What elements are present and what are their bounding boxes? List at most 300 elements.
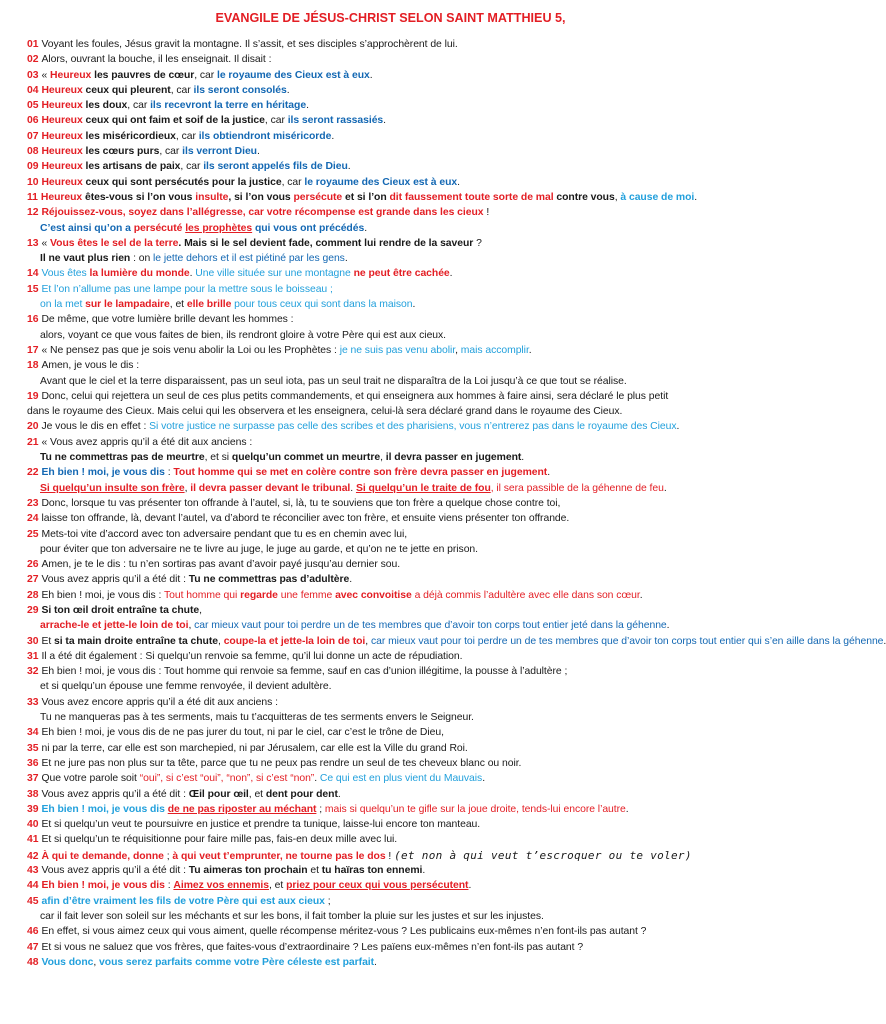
verse-text-segment: insulte <box>195 191 229 203</box>
verse-text-segment: « Ne pensez pas que je sois venu abolir la Loi ou les Prophètes : <box>41 344 340 356</box>
verse-line <box>27 98 754 113</box>
verse-number: 01 <box>27 39 39 50</box>
verse-text-segment: . <box>347 161 351 173</box>
verse-text-segment: Vous donc <box>41 956 94 968</box>
verse-text-segment: , et <box>169 299 187 311</box>
verse-text-segment: la lumière du monde <box>89 268 190 280</box>
verse-line <box>27 282 754 297</box>
verse-text-segment: êtes-vous si l’on vous <box>82 191 196 203</box>
verse-number: 04 <box>27 84 39 96</box>
verse-number: 43 <box>27 865 39 877</box>
verse-line <box>27 603 754 618</box>
verse-text-segment: Eh bien ! moi, je vous dis : Tout homme qui renvoie sa femme, sauf en cas d’union illégitime, la pousse à l’adultère ; <box>41 666 568 678</box>
verse-text-segment: car mieux vaut pour toi perdre un de tes membres que d’avoir ton corps tout entier jeté dans la géhenne <box>194 620 667 632</box>
verse-text-segment: . <box>457 176 460 188</box>
verse-number: 16 <box>27 314 39 326</box>
verse-text-segment: Amen, je te le dis : tu n’en sortiras pas avant d’avoir payé jusqu’au dernier sou. <box>41 559 401 571</box>
verse-line <box>27 312 754 327</box>
verse-text-segment: ils recevront la terre en héritage <box>150 100 307 112</box>
verse-text-segment: avec convoitise <box>335 589 412 601</box>
verse-number: 13 <box>27 237 39 249</box>
verse-text-segment: ne peut être cachée <box>353 268 450 280</box>
verse-text-segment: ils obtiendront miséricorde <box>198 130 332 142</box>
verse-text-segment: . <box>383 115 386 127</box>
verse-text-segment: de ne pas riposter au méchant <box>167 803 317 815</box>
verse-text-segment: , et <box>248 788 266 800</box>
verse-text-segment: ; <box>163 850 173 862</box>
verse-number: 33 <box>27 696 39 708</box>
verse-text-segment: . <box>369 69 373 81</box>
verse-number: 08 <box>27 146 39 158</box>
verse-text-segment: ceux qui sont persécutés pour la justice <box>82 176 282 188</box>
verse-text-segment: quelqu’un commet un meurtre <box>231 452 381 464</box>
verse-text-segment: , si l’on vous <box>228 191 294 203</box>
verse-text-segment: coupe-la et jette-la loin de toi <box>223 635 366 647</box>
verse-text-segment: Si ton œil droit entraîne ta chute <box>41 604 200 616</box>
verse-line <box>27 863 754 878</box>
verse-number: 10 <box>27 176 39 188</box>
verse-number: 05 <box>27 100 39 112</box>
verse-text-segment: qui vous ont précédés <box>252 222 365 234</box>
verse-text-segment: mais si quelqu’un te gifle sur la joue droite, tends-lui encore l’autre <box>324 803 626 815</box>
verse-text-segment: Je vous le dis en effet : <box>41 421 150 433</box>
verse-text-segment: . <box>344 253 348 265</box>
verse-text-segment: Et l’on n’allume pas une lampe pour la mettre sous le boisseau ; <box>41 283 333 295</box>
verse-number: 34 <box>27 727 39 739</box>
verse-line <box>27 527 754 542</box>
verse-text-segment: . <box>639 589 643 601</box>
verse-text-segment: Ce qui est en plus vient du Mauvais <box>319 773 483 785</box>
verse-number: 45 <box>27 895 39 907</box>
verse-text-segment: : <box>164 467 174 479</box>
verse-text-segment: Et si quelqu’un te réquisitionne pour faire mille pas, fais-en deux mille avec lui. <box>41 834 398 846</box>
verse-text-segment: Il a été dit également : Si quelqu’un renvoie sa femme, qu’il lui donne un acte de répudiation. <box>41 650 463 662</box>
verse-text-segment: Aimez vos ennemis <box>173 880 269 892</box>
verse-number: 29 <box>27 604 39 616</box>
verse-text-segment: Œil pour œil <box>188 788 249 800</box>
verse-line <box>27 83 754 98</box>
verse-line <box>27 419 754 434</box>
verse-number: 06 <box>27 115 39 127</box>
verse-text-segment: , <box>188 620 195 632</box>
verse-text-segment: car mieux vaut pour toi perdre un de tes membres que d’avoir ton corps tout entier qui s’en aille dans la géhenne <box>370 635 884 647</box>
verse-text-segment: . <box>482 773 486 785</box>
verse-text-segment: , <box>199 604 202 616</box>
verse-text-segment: Amen, je vous le dis : <box>41 360 140 372</box>
verse-number: 40 <box>27 819 39 831</box>
verse-text-segment: les pauvres de cœur <box>91 69 195 81</box>
verse-text-segment: elle brille <box>186 299 232 311</box>
verse-text-segment: Heureux <box>41 130 83 142</box>
verse-continuation-line <box>27 374 754 389</box>
verse-text-segment: Heureux <box>41 176 83 188</box>
verse-text-segment: mais accomplir <box>460 344 529 356</box>
verse-text-segment: Heureux <box>41 100 83 112</box>
verse-text-segment: et <box>307 865 322 877</box>
verse-line <box>27 832 754 847</box>
verse-text-segment: si ta main droite entraîne ta chute <box>54 635 218 647</box>
verse-line <box>27 572 754 587</box>
verse-line <box>27 266 754 281</box>
verse-text-segment: le royaume des Cieux est à eux <box>217 69 370 81</box>
verse-number: 39 <box>27 803 39 815</box>
verse-line <box>27 496 754 511</box>
verse-text-segment: tu haïras ton ennemi <box>321 865 423 877</box>
verse-text-segment: . <box>412 299 416 311</box>
verse-number: 18 <box>27 360 39 372</box>
verse-line <box>27 802 754 817</box>
verse-text-segment: , car <box>159 146 183 158</box>
verse-number: 47 <box>27 941 39 953</box>
verse-text-segment: ceux qui pleurent <box>82 84 171 96</box>
verse-text-segment: . <box>663 482 667 494</box>
verse-number: 03 <box>27 69 39 81</box>
verse-number: 28 <box>27 589 39 601</box>
verse-text-segment: Vous avez appris qu’il a été dit : <box>41 574 189 586</box>
verse-text-segment: ; <box>316 803 325 815</box>
verse-line <box>27 634 886 649</box>
verse-text-segment: Vous êtes le sel de la terre <box>50 237 179 249</box>
verse-text-segment: ! <box>385 850 395 862</box>
verse-line <box>27 924 754 939</box>
verse-text-segment: persécuté <box>133 222 183 234</box>
verse-text-segment: Eh bien ! moi, je vous dis de ne pas jurer du tout, ni par le ciel, car c’est le trône de Dieu, <box>41 727 444 739</box>
verse-text-segment: les cœurs purs <box>82 146 160 158</box>
verse-line <box>27 817 754 832</box>
verse-text-segment: “oui”, si c’est “oui”, “non”, si c’est “non” <box>139 773 315 785</box>
verse-text-segment: Que votre parole soit <box>41 773 140 785</box>
verse-line <box>27 695 754 710</box>
verse-text-segment: , car <box>281 176 305 188</box>
verse-number: 11 <box>27 191 38 203</box>
verse-text-segment: ! <box>483 207 490 219</box>
verse-text-segment: Voyant les foules, Jésus gravit la montagne. Il s’assit, et ses disciples s’approchèrent de lui. <box>41 39 458 50</box>
verse-text-segment: le royaume des Cieux est à eux <box>304 176 458 188</box>
verse-text-segment: Heureux <box>40 191 83 203</box>
verse-number: 02 <box>27 54 39 66</box>
verse-text-segment: à cause de moi <box>620 191 695 203</box>
verse-text-segment: laisse ton offrande, là, devant l’autel, va d’abord te réconcilier avec ton frère, et ensuite viens présenter ton offrande. <box>41 513 570 525</box>
verse-text-segment: Heureux <box>50 69 92 81</box>
verse-continuation-line <box>27 618 754 633</box>
verse-text-segment: . <box>625 803 629 815</box>
verse-text-segment: Vous êtes <box>41 268 90 280</box>
verse-text-segment: . <box>349 574 353 586</box>
verse-text-segment: le jette dehors et il est piétiné par les gens <box>153 253 345 265</box>
verse-text-segment: Vous avez appris qu’il a été dit : <box>41 865 189 877</box>
verse-number: 14 <box>27 268 39 280</box>
verse-text-segment: . <box>364 222 368 234</box>
verse-text-segment: Tout homme qui se met en colère contre son frère devra passer en jugement <box>173 467 548 479</box>
verse-text-segment: , car <box>264 115 288 127</box>
verse-text-segment: . <box>314 773 320 785</box>
verse-text-segment: ; <box>324 895 331 907</box>
verse-text-segment: . <box>468 880 472 892</box>
verse-number: 21 <box>27 436 39 448</box>
verse-text-segment: Donc, lorsque tu vas présenter ton offrande à l’autel, si, là, tu te souviens que ton frère a quelque chose contre toi, <box>41 497 561 509</box>
verse-text-segment: les artisans de paix <box>82 161 181 173</box>
verse-continuation-line <box>27 481 754 496</box>
verse-text-segment: . <box>666 620 670 632</box>
verse-line <box>27 771 754 786</box>
verse-text-segment: , <box>614 191 621 203</box>
verse-text-segment: pour tous ceux qui sont dans la maison <box>231 299 413 311</box>
verse-line <box>27 190 754 205</box>
verse-number: 44 <box>27 880 39 892</box>
verse-continuation-line <box>27 909 754 924</box>
verse-line <box>27 741 754 756</box>
verse-number: 37 <box>27 773 39 785</box>
verse-number: 32 <box>27 666 39 678</box>
verse-text-segment: Eh bien ! moi, je vous dis : <box>41 589 165 601</box>
verse-text-segment: Tu ne commettras pas de meurtre <box>40 452 205 464</box>
verse-number: 23 <box>27 497 39 509</box>
verse-text-segment: Alors, ouvrant la bouche, il les enseignait. Il disait : <box>41 54 272 66</box>
verse-text-segment: , car <box>180 161 204 173</box>
verse-text-segment: . <box>521 452 525 464</box>
verse-text-segment: « <box>41 69 51 81</box>
verse-text-segment: vous serez parfaits comme votre Père céleste est parfait <box>99 956 375 968</box>
verse-text-segment: pour éviter que ton adversaire ne te livre au juge, le juge au garde, et qu’on ne te jette en prison. <box>40 543 478 555</box>
verse-continuation-line <box>27 679 754 694</box>
verse-line <box>27 37 754 52</box>
verse-text-segment: car il fait lever son soleil sur les méchants et sur les bons, il fait tomber la pluie sur les justes et sur les injustes. <box>40 910 544 922</box>
verse-line <box>27 175 754 190</box>
verse-line <box>27 113 754 128</box>
verse-line <box>27 940 754 955</box>
verse-text-segment: regarde <box>240 589 278 601</box>
verse-number: 30 <box>27 635 39 647</box>
verse-text-segment: . <box>331 130 335 142</box>
verse-text-segment: Tu aimeras ton prochain <box>188 865 308 877</box>
verse-text-segment: les miséricordieux <box>82 130 176 142</box>
verse-text-segment: C’est ainsi qu’on a <box>40 222 134 234</box>
verse-text-segment: a déjà commis l’adultère avec elle dans son cœur <box>411 589 640 601</box>
verse-number: 26 <box>27 559 39 571</box>
verse-line <box>27 725 754 740</box>
verse-text-segment: . <box>286 84 290 96</box>
verse-text-segment: , et si <box>204 452 232 464</box>
verse-number: 24 <box>27 513 39 525</box>
verse-text-segment: et si quelqu’un épouse une femme renvoyée, il devient adultère. <box>40 681 332 693</box>
verse-text-segment: les prophètes <box>185 222 253 234</box>
verse-number: 22 <box>27 467 39 479</box>
verse-text-segment: ? <box>473 237 482 249</box>
verse-text-segment: , <box>218 635 224 647</box>
verse-number: 07 <box>27 130 39 142</box>
verse-text-segment: Heureux <box>41 84 83 96</box>
verse-text-segment: , <box>93 956 100 968</box>
verse-text-segment: Heureux <box>41 115 83 127</box>
verse-text-segment: Réjouissez-vous, soyez dans l’allégresse, car votre récompense est grande dans les cieux <box>41 207 484 219</box>
verse-line <box>27 205 754 220</box>
verse-text-segment: dans le royaume des Cieux. Mais celui qui les observera et les enseignera, celui-là sera déclaré grand dans le royaume des Cieux. <box>27 406 623 418</box>
verse-text-segment: . <box>306 100 309 112</box>
verse-text-segment: . <box>337 788 341 800</box>
verse-list <box>27 37 886 970</box>
verse-text-segment: ceux qui ont faim et soif de la justice <box>82 115 265 127</box>
verse-text-segment: Tu ne commettras pas d’adultère <box>188 574 350 586</box>
verse-text-segment: les doux <box>82 100 128 112</box>
verse-line <box>27 435 754 450</box>
verse-continuation-line <box>27 710 754 725</box>
verse-line <box>27 649 754 664</box>
verse-line <box>27 511 754 526</box>
verse-text-segment: Et si quelqu’un veut te poursuivre en justice et prendre ta tunique, laisse-lui encore ton manteau. <box>41 819 481 831</box>
verse-text-segment: Et si vous ne saluez que vos frères, que faites-vous d’extraordinaire ? Les païens eux-mêmes n’en font-ils pas autant ? <box>41 941 584 953</box>
verse-line <box>27 894 754 909</box>
verse-line <box>27 664 754 679</box>
verse-text-segment: . <box>374 956 377 968</box>
verse-text-segment: , car <box>170 84 194 96</box>
verse-line <box>27 787 754 802</box>
verse-number: 19 <box>27 390 39 402</box>
verse-text-segment: afin d’être vraiment les fils de votre Père qui est aux cieux <box>41 895 325 907</box>
verse-text-segment: Une ville située sur une montagne <box>195 268 354 280</box>
verse-number: 48 <box>27 956 39 968</box>
verse-text-segment: Avant que le ciel et la terre disparaissent, pas un seul iota, pas un seul trait ne disparaîtra de la Loi jusqu’à ce que tout se réalise. <box>40 375 627 387</box>
verse-text-segment: , car <box>127 100 151 112</box>
verse-continuation-line <box>27 450 754 465</box>
verse-text-segment: . Mais si le sel devient fade, comment lui rendre de la saveur <box>178 237 474 249</box>
verse-text-segment: Vous avez encore appris qu’il a été dit aux anciens : <box>41 696 278 708</box>
verse-number: 20 <box>27 421 39 433</box>
verse-line <box>27 159 754 174</box>
verse-text-segment: dit faussement toute sorte de mal <box>389 191 554 203</box>
verse-text-segment: Et ne jure pas non plus sur ta tête, parce que tu ne peux pas rendre un seul de tes cheveux blanc ou noir. <box>41 757 522 769</box>
verse-text-segment: ils seront consolés <box>193 84 287 96</box>
verse-line <box>27 878 754 893</box>
verse-number: 12 <box>27 207 39 219</box>
verse-text-segment: on la met <box>40 299 86 311</box>
verse-line <box>27 955 754 970</box>
verse-number: 38 <box>27 788 39 800</box>
verse-number: 35 <box>27 742 39 754</box>
verse-line <box>27 588 754 603</box>
verse-continuation-line <box>27 297 754 312</box>
verse-text-segment: une femme <box>277 589 336 601</box>
verse-text-segment: Si quelqu’un le traite de fou <box>355 482 491 494</box>
verse-number: 25 <box>27 528 39 540</box>
verse-text-segment: « <box>41 237 51 249</box>
verse-text-segment: . <box>883 635 886 647</box>
verse-number: 41 <box>27 834 39 846</box>
verse-text-segment: Heureux <box>41 161 83 173</box>
verse-text-segment: Donc, celui qui rejettera un seul de ces plus petits commandements, et qui enseignera aux hommes à faire ainsi, sera déclaré le plus petit <box>41 390 669 402</box>
verse-text-segment: Mets-toi vite d’accord avec ton adversaire pendant que tu es en chemin avec lui, <box>41 528 408 540</box>
verse-text-segment: ils verront Dieu <box>182 146 257 158</box>
verse-number: 27 <box>27 574 39 586</box>
verse-text-segment: . <box>676 421 680 433</box>
verse-continuation-line <box>27 221 754 236</box>
verse-text-segment: , <box>365 635 371 647</box>
verse-line <box>27 343 754 358</box>
verse-line <box>27 68 754 83</box>
verse-text-segment: Vous avez appris qu’il a été dit : <box>41 788 189 800</box>
verse-text-segment: sur le lampadaire <box>85 299 170 311</box>
verse-line <box>27 144 754 159</box>
verse-text-segment: , car <box>194 69 218 81</box>
verse-text-segment: Il ne vaut plus rien <box>40 253 131 265</box>
document-title: EVANGILE DE JÉSUS-CHRIST SELON SAINT MATTHIEU 5, <box>215 11 566 25</box>
verse-text-segment: . <box>422 865 426 877</box>
verse-text-segment: contre vous <box>553 191 615 203</box>
verse-text-segment: dent pour dent <box>265 788 338 800</box>
verse-line <box>27 465 754 480</box>
verse-line <box>27 557 754 572</box>
verse-text-segment: . <box>189 268 196 280</box>
verse-continuation-line <box>27 328 754 343</box>
verse-text-segment: . <box>694 191 698 203</box>
verse-number: 31 <box>27 650 39 662</box>
verse-text-segment: . <box>256 146 260 158</box>
verse-text-segment: , car <box>175 130 199 142</box>
verse-line <box>27 389 754 404</box>
verse-text-segment: Eh bien ! moi, je vous dis <box>41 803 168 815</box>
verse-line <box>27 848 754 863</box>
verse-text-segment: et si l’on <box>342 191 390 203</box>
verse-line <box>27 358 754 373</box>
verse-text-segment: . <box>528 344 532 356</box>
verse-text-segment: il devra passer devant le tribunal <box>190 482 351 494</box>
verse-text-segment: : on <box>130 253 154 265</box>
verse-text-segment: Heureux <box>41 146 83 158</box>
verse-text-segment: De même, que votre lumière brille devant les hommes : <box>41 314 294 326</box>
verse-number: 42 <box>27 850 39 862</box>
verse-text-segment: « Vous avez appris qu’il a été dit aux anciens : <box>41 436 253 448</box>
verse-text-segment: ils seront appelés fils de Dieu <box>203 161 348 173</box>
verse-text-segment: . <box>350 482 356 494</box>
verse-text-segment: Si quelqu’un insulte son frère <box>40 482 185 494</box>
verse-number: 17 <box>27 344 39 356</box>
verse-number: 15 <box>27 283 39 295</box>
verse-text-segment: arrache-le et jette-le loin de toi <box>40 620 189 632</box>
verse-line <box>27 52 754 67</box>
verse-text-segment: ils seront rassasiés <box>287 115 384 127</box>
verse-text-segment: Eh bien ! moi, je vous dis <box>41 880 165 892</box>
verse-number: 09 <box>27 161 39 173</box>
verse-text-segment: , <box>380 452 386 464</box>
verse-line <box>27 236 754 251</box>
verse-text-segment: , <box>455 344 461 356</box>
verse-line <box>27 129 754 144</box>
verse-text-segment: , <box>184 482 191 494</box>
verse-text-segment: Tu ne manqueras pas à tes serments, mais tu t’acquitteras de tes serments envers le Seigneur. <box>40 712 474 724</box>
verse-text-segment: ni par la terre, car elle est son marchepied, ni par Jérusalem, car elle est la Ville du grand Roi. <box>41 742 468 754</box>
verse-text-segment: Si votre justice ne surpasse pas celle des scribes et des pharisiens, vous n’entrerez pas dans le royaume des Cieux <box>149 421 677 433</box>
verse-text-segment: priez pour ceux qui vous persécutent <box>286 880 469 892</box>
verse-text-segment: alors, voyant ce que vous faites de bien, ils rendront gloire à votre Père qui est aux cieux. <box>40 329 447 341</box>
verse-text-segment: à qui veut t’emprunter, ne tourne pas le dos <box>172 850 386 862</box>
verse-text-segment: il devra passer en jugement <box>385 452 522 464</box>
verse-text-segment: Eh bien ! moi, je vous dis <box>41 467 165 479</box>
verse-text-segment: . <box>449 268 453 280</box>
handwritten-annotation: (et non à qui veut t’escroquer ou te voler) <box>394 848 692 862</box>
verse-line <box>27 756 754 771</box>
verse-text-segment: En effet, si vous aimez ceux qui vous aiment, quelle récompense méritez-vous ? Les publicains eux-mêmes n’en font-ils pas autant ? <box>41 926 647 938</box>
verse-text-segment: . <box>547 467 551 479</box>
verse-number: 36 <box>27 757 39 769</box>
verse-text-segment: , il sera passible de la géhenne de feu <box>490 482 664 494</box>
verse-text-segment: persécute <box>293 191 343 203</box>
verse-text-segment: Et <box>41 635 55 647</box>
verse-text-segment: Tout homme qui <box>164 589 241 601</box>
verse-text-segment: : <box>164 880 174 892</box>
verse-text-segment: je ne suis pas venu abolir <box>339 344 456 356</box>
verse-continuation-line <box>27 542 754 557</box>
verse-continuation-line <box>27 404 754 419</box>
verse-text-segment: À qui te demande, donne <box>41 850 164 862</box>
